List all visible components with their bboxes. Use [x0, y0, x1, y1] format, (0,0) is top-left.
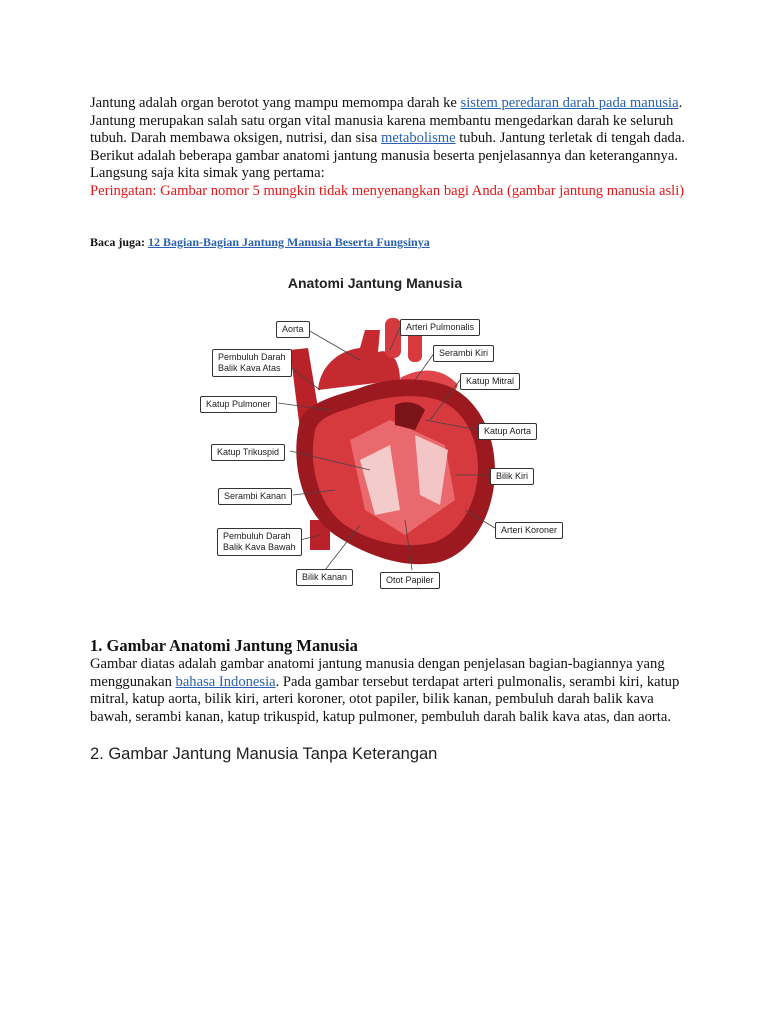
- section1-heading: 1. Gambar Anatomi Jantung Manusia: [90, 636, 358, 655]
- label-katup-pulmoner: Katup Pulmoner: [200, 396, 277, 413]
- intro-text-part1: Jantung adalah organ berotot yang mampu memompa darah ke: [90, 95, 461, 111]
- label-pembuluh-darah-atas: [212, 349, 292, 377]
- label-otot-papiler: Otot Papiler: [380, 572, 440, 589]
- label-aorta: Aorta: [276, 321, 310, 338]
- section1-text-part1: Gambar diatas adalah gambar anatomi jantung manusia dengan penjelasan bagian-bagiannya yang menggunakan: [90, 656, 665, 690]
- heart-anatomy-figure: [190, 270, 580, 600]
- label-serambi-kanan: Serambi Kanan: [218, 488, 292, 505]
- label-pembuluh-bawah-line1: Pembuluh Darah: [223, 531, 291, 541]
- label-katup-aorta: Katup Aorta: [478, 423, 537, 440]
- label-arteri-koroner: Arteri Koroner: [495, 522, 563, 539]
- figure-title: Anatomi Jantung Manusia: [287, 275, 463, 291]
- label-arteri-pulmonalis: Arteri Pulmonalis: [400, 319, 480, 336]
- aortic-branch-shape: [385, 318, 401, 358]
- intro-paragraph: [90, 95, 690, 201]
- link-sistem-peredaran-darah[interactable]: sistem peredaran darah pada manusia: [460, 95, 679, 111]
- baca-juga-label: Baca juga:: [90, 235, 145, 249]
- section1-text-part2: . Pada gambar tersebut terdapat arteri pulmonalis, serambi kiri, katup mitral, katup aorta, bilik kiri, arteri koroner, otot papiler, bilik kanan, pembuluh darah balik kava bawah, serambi kanan, katup trikuspid, katup pulmoner, pembuluh darah balik kava atas, dan aorta.: [90, 673, 680, 725]
- warning-text: Peringatan: Gambar nomor 5 mungkin tidak menyenangkan bagi Anda (gambar jantung manusia asli): [90, 182, 685, 199]
- section1-paragraph: [90, 656, 680, 726]
- leader-aorta: [308, 330, 360, 360]
- label-bilik-kanan: Bilik Kanan: [296, 569, 353, 586]
- label-serambi-kiri: Serambi Kiri: [433, 345, 494, 362]
- link-metabolisme[interactable]: metabolisme: [381, 130, 456, 147]
- link-bahasa-indonesia[interactable]: bahasa Indonesia: [175, 673, 276, 690]
- section2-heading: 2. Gambar Jantung Manusia Tanpa Keterangan: [90, 745, 438, 763]
- label-pembuluh-darah-bawah: [217, 528, 302, 556]
- label-pembuluh-bawah-line2: Balik Kava Bawah: [223, 542, 296, 552]
- label-pembuluh-atas-line1: Pembuluh Darah: [218, 352, 286, 362]
- label-katup-mitral: Katup Mitral: [460, 373, 520, 390]
- intro-text: [90, 95, 690, 183]
- label-katup-trikuspid: Katup Trikuspid: [211, 444, 285, 461]
- baca-juga-link[interactable]: 12 Bagian-Bagian Jantung Manusia Beserta Fungsinya: [148, 235, 430, 249]
- label-pembuluh-atas-line2: Balik Kava Atas: [218, 363, 281, 373]
- label-bilik-kiri: Bilik Kiri: [490, 468, 534, 485]
- baca-juga: [90, 235, 430, 250]
- intro-text-part3: tubuh. Jantung terletak di tengah dada. Berikut adalah beberapa gambar anatomi jantung manusia beserta penjelasannya dan keterangannya. Langsung saja kita simak yang pertama:: [90, 130, 685, 182]
- intro-text-part2: . Jantung merupakan salah satu organ vital manusia karena membantu mengedarkan darah ke seluruh tubuh. Darah membawa oksigen, nutrisi, dan sisa: [90, 95, 683, 147]
